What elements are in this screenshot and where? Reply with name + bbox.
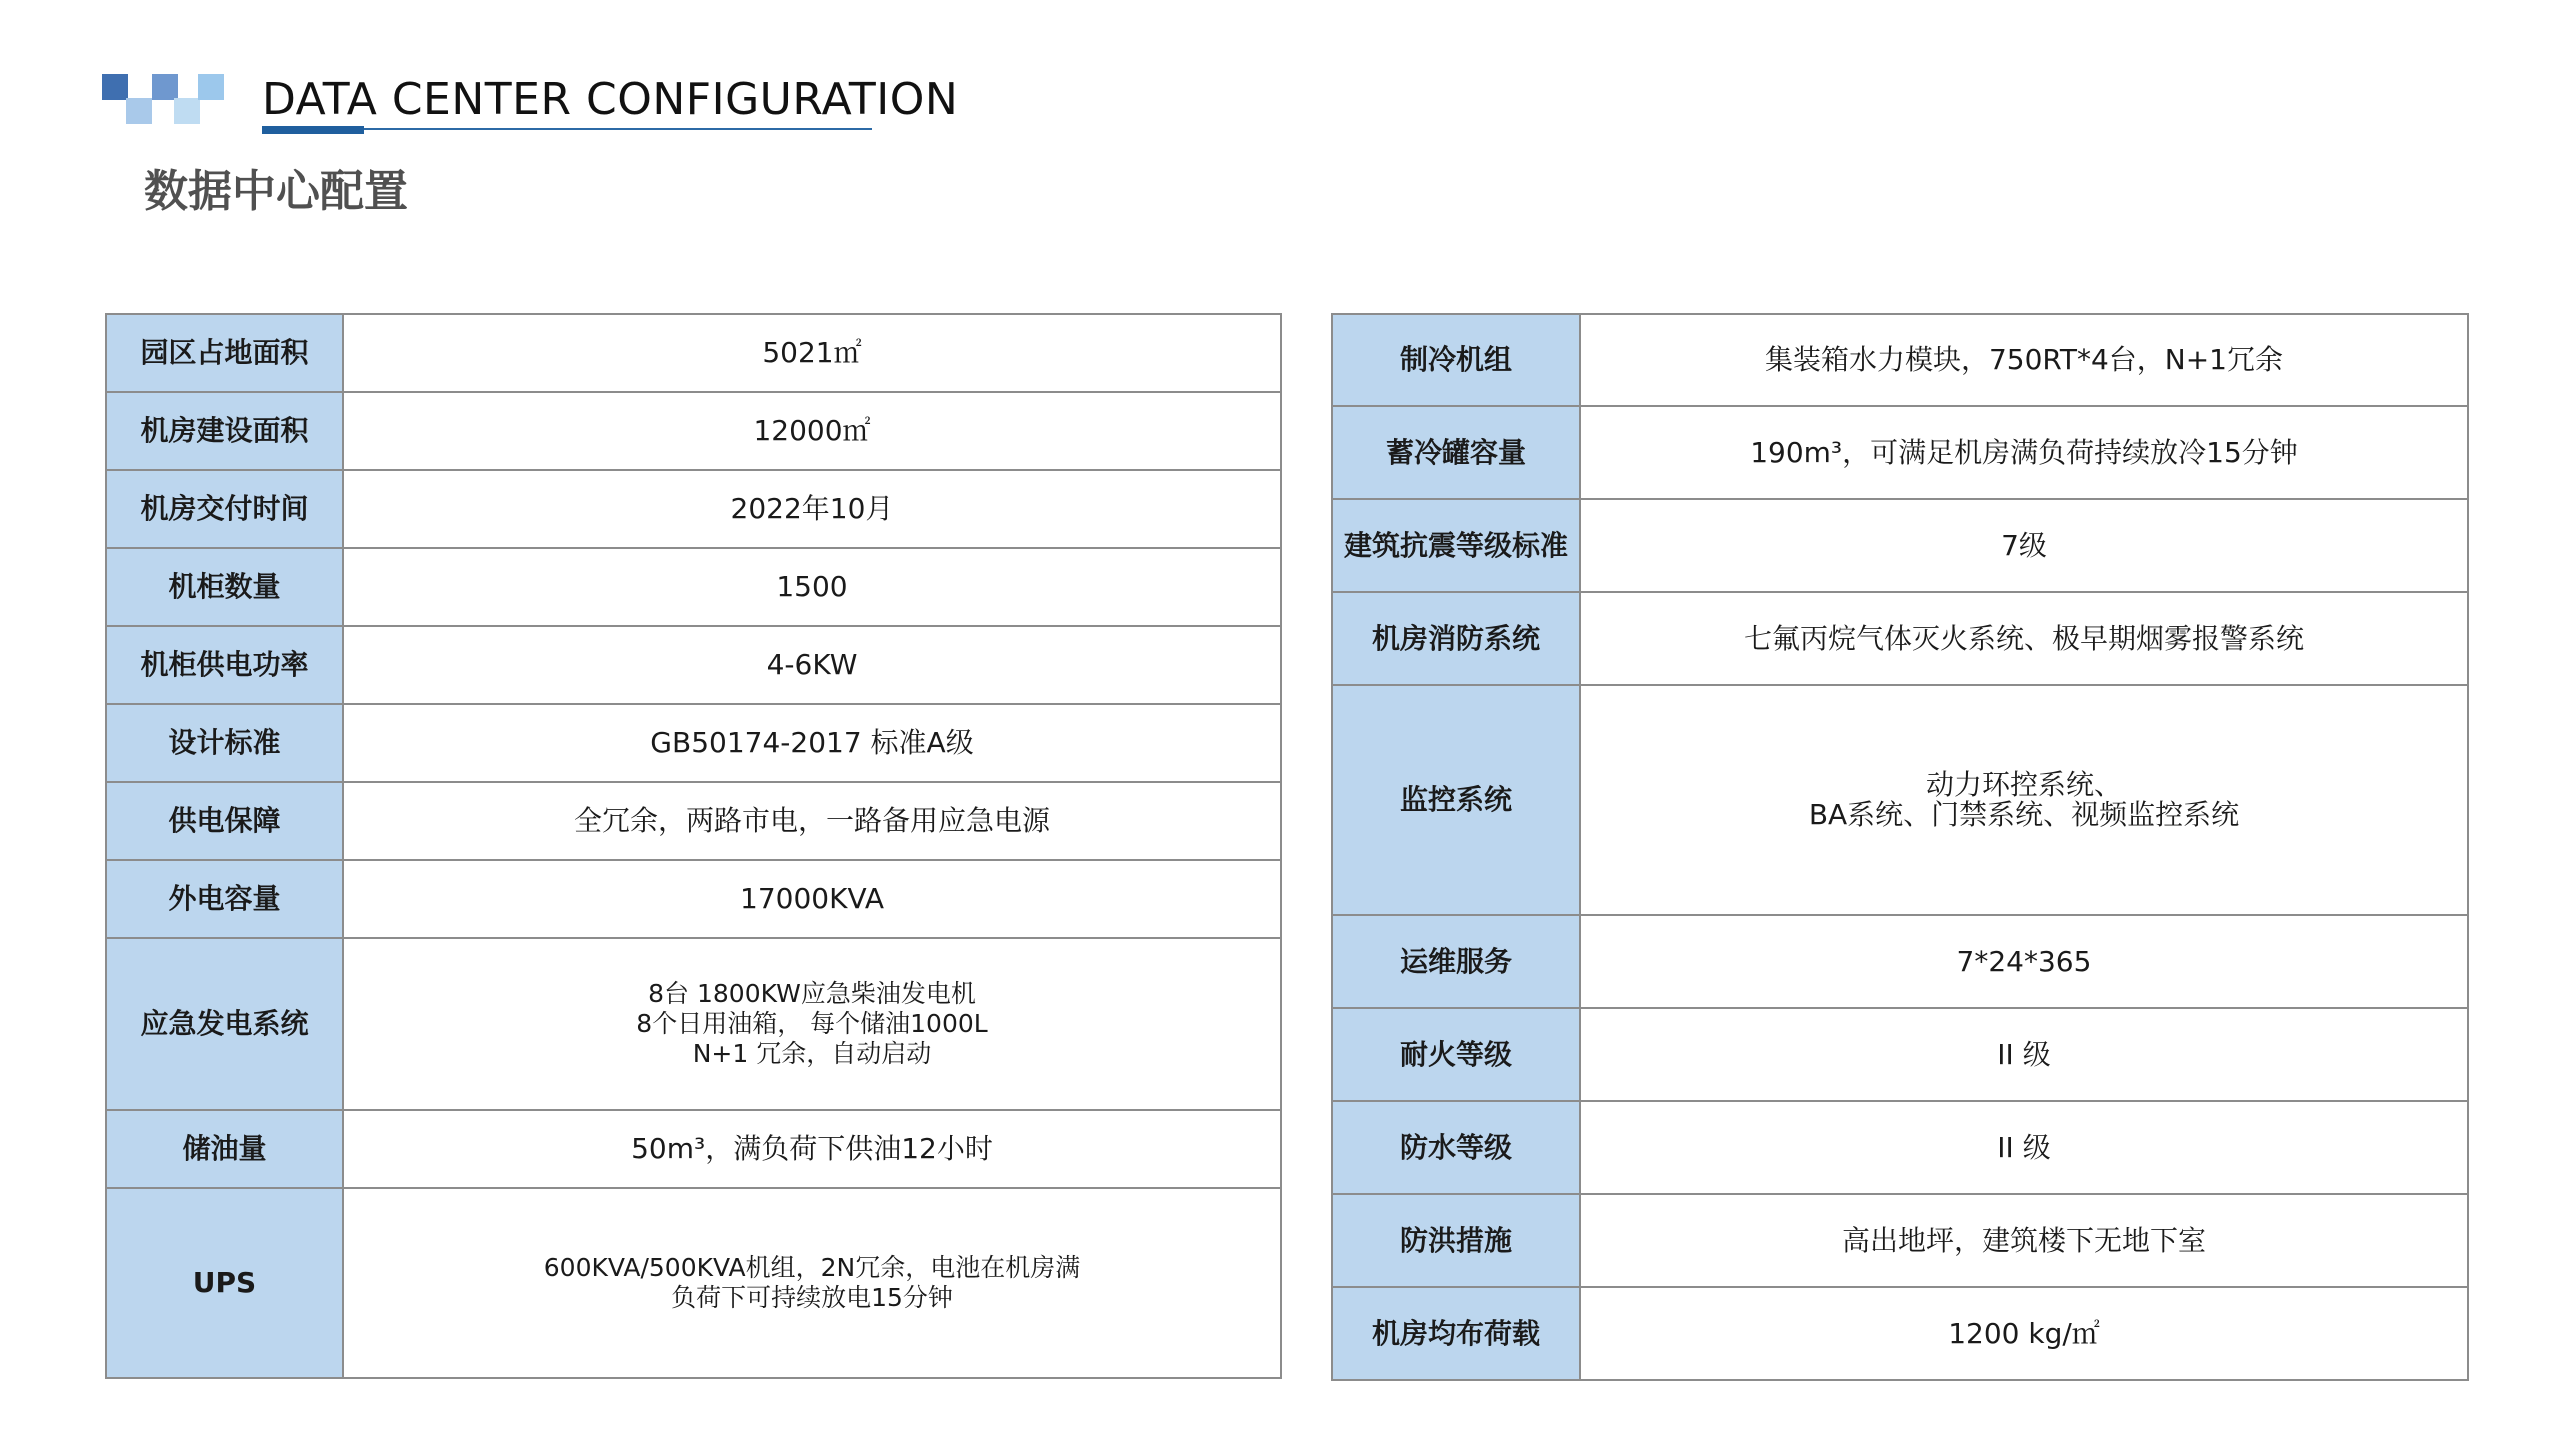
table-row — [1332, 1194, 2468, 1287]
left-spec-table — [105, 313, 1282, 1379]
row-label: 外电容量 — [106, 860, 343, 938]
row-label: 监控系统 — [1332, 685, 1580, 915]
table-row — [1332, 685, 2468, 915]
right-spec-table — [1331, 313, 2469, 1381]
row-label: 机柜供电功率 — [106, 626, 343, 704]
row-value: 动力环控系统、 BA系统、门禁系统、视频监控系统 — [1580, 685, 2468, 915]
row-label: 机房均布荷载 — [1332, 1287, 1580, 1380]
table-row — [106, 704, 1281, 782]
row-label: 运维服务 — [1332, 915, 1580, 1008]
table-row — [1332, 499, 2468, 592]
title-underline-accent — [262, 126, 364, 134]
row-value: 1200 kg/㎡ — [1580, 1287, 2468, 1380]
row-label: 制冷机组 — [1332, 314, 1580, 406]
row-label: 应急发电系统 — [106, 938, 343, 1110]
table-row — [1332, 1287, 2468, 1380]
table-row — [1332, 314, 2468, 406]
row-label: 防水等级 — [1332, 1101, 1580, 1194]
row-value: GB50174-2017 标准A级 — [343, 704, 1281, 782]
row-value: 1500 — [343, 548, 1281, 626]
row-label: 防洪措施 — [1332, 1194, 1580, 1287]
table-row — [1332, 915, 2468, 1008]
table-row — [1332, 592, 2468, 685]
table-row — [106, 392, 1281, 470]
table-row — [1332, 1101, 2468, 1194]
page-title: DATA CENTER CONFIGURATION — [262, 74, 959, 125]
row-value: 17000KVA — [343, 860, 1281, 938]
table-row — [106, 626, 1281, 704]
row-label: 机房消防系统 — [1332, 592, 1580, 685]
row-label: 机房建设面积 — [106, 392, 343, 470]
row-label: 蓄冷罐容量 — [1332, 406, 1580, 499]
table-row — [106, 548, 1281, 626]
row-label: 供电保障 — [106, 782, 343, 860]
row-value: 190m³，可满足机房满负荷持续放冷15分钟 — [1580, 406, 2468, 499]
row-value: 集装箱水力模块，750RT*4台，N+1冗余 — [1580, 314, 2468, 406]
row-value: 12000㎡ — [343, 392, 1281, 470]
row-label: UPS — [106, 1188, 343, 1378]
row-value: 8台 1800KW应急柴油发电机 8个日用油箱， 每个储油1000L N+1 冗余，自动启动 — [343, 938, 1281, 1110]
row-label: 机房交付时间 — [106, 470, 343, 548]
row-value: 5021㎡ — [343, 314, 1281, 392]
row-label: 耐火等级 — [1332, 1008, 1580, 1101]
row-value: II 级 — [1580, 1008, 2468, 1101]
table-row — [1332, 1008, 2468, 1101]
table-row — [106, 782, 1281, 860]
table-row — [106, 1110, 1281, 1188]
row-value: 7*24*365 — [1580, 915, 2468, 1008]
table-row — [106, 860, 1281, 938]
row-value: 2022年10月 — [343, 470, 1281, 548]
row-value: 高出地坪，建筑楼下无地下室 — [1580, 1194, 2468, 1287]
table-row — [106, 470, 1281, 548]
row-label: 设计标准 — [106, 704, 343, 782]
row-label: 园区占地面积 — [106, 314, 343, 392]
row-value: 50m³，满负荷下供油12小时 — [343, 1110, 1281, 1188]
row-value: 七氟丙烷气体灭火系统、极早期烟雾报警系统 — [1580, 592, 2468, 685]
table-row — [106, 938, 1281, 1110]
page-subtitle: 数据中心配置 — [144, 166, 408, 217]
row-value: 全冗余，两路市电，一路备用应急电源 — [343, 782, 1281, 860]
row-value: 4-6KW — [343, 626, 1281, 704]
table-row — [106, 314, 1281, 392]
row-value: 600KVA/500KVA机组，2N冗余，电池在机房满 负荷下可持续放电15分钟 — [343, 1188, 1281, 1378]
row-label: 建筑抗震等级标准 — [1332, 499, 1580, 592]
row-value: 7级 — [1580, 499, 2468, 592]
row-label: 储油量 — [106, 1110, 343, 1188]
table-row — [1332, 406, 2468, 499]
row-label: 机柜数量 — [106, 548, 343, 626]
brand-logo-icon — [102, 74, 224, 130]
row-value: II 级 — [1580, 1101, 2468, 1194]
table-row — [106, 1188, 1281, 1378]
